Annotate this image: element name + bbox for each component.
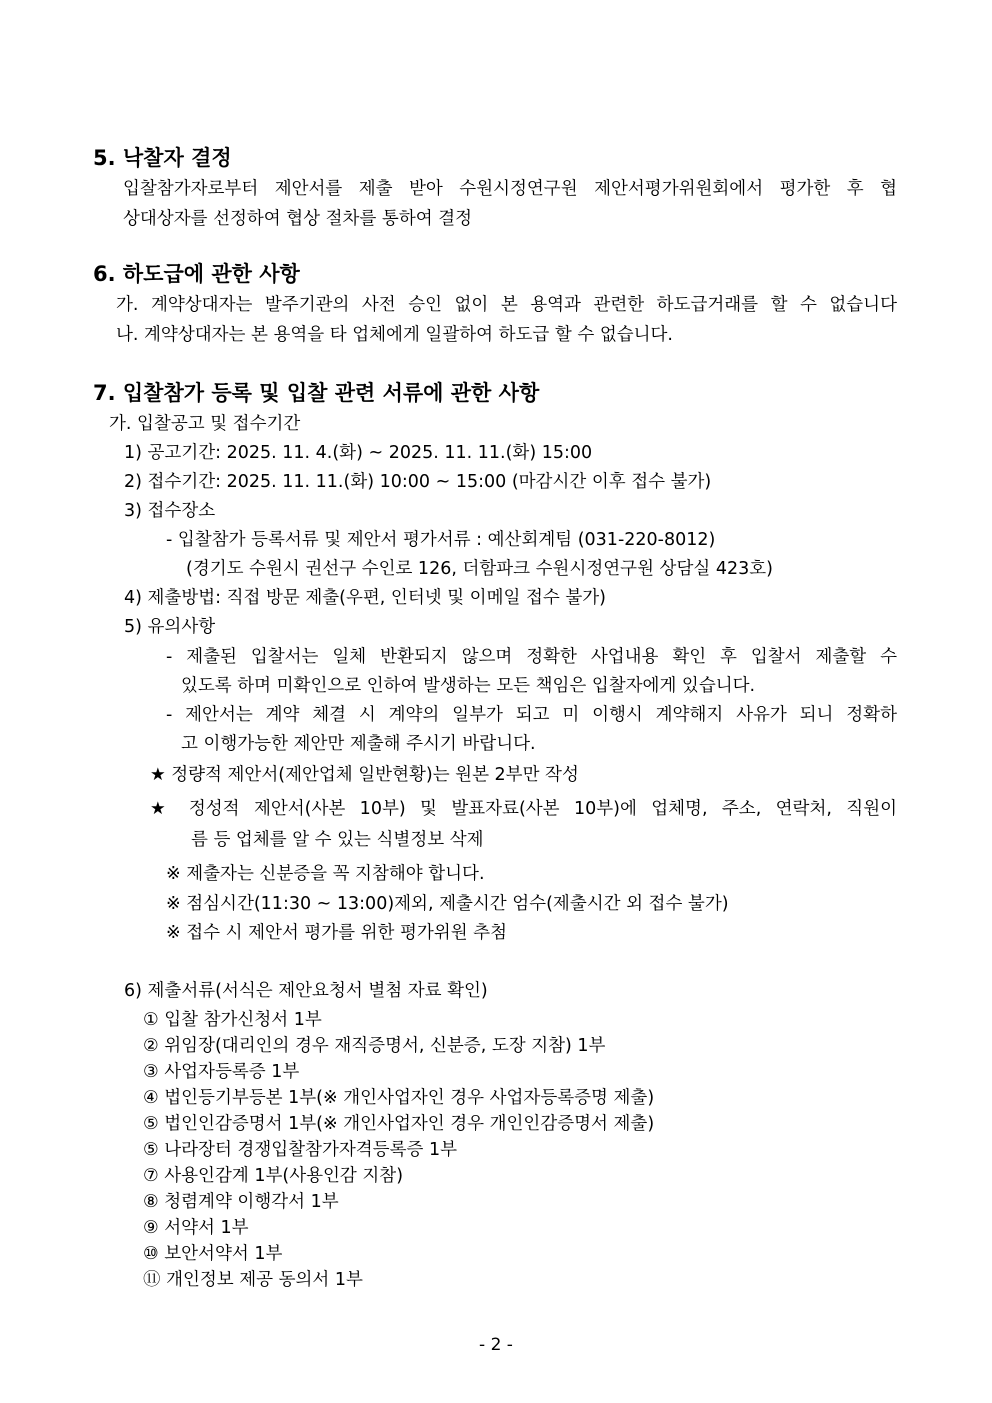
- star-note-1: ★ 정량적 제안서(제안업체 일반현황)는 원본 2부만 작성: [150, 765, 579, 785]
- remark-2: ※ 점심시간(11:30 ~ 13:00)제외, 제출시간 엄수(제출시간 외 접수 불가): [166, 894, 729, 914]
- remark-1: ※ 제출자는 신분증을 꼭 지참해야 합니다.: [166, 864, 485, 884]
- document-item: ⑤ 나라장터 경쟁입찰참가자격등록증 1부: [143, 1140, 457, 1160]
- document-item: ⑨ 서약서 1부: [143, 1218, 249, 1238]
- section-6-title: 6. 하도급에 관한 사항: [93, 262, 300, 286]
- note-1-line-1: - 제출된 입찰서는 일체 반환되지 않으며 정확한 사업내용 확인 후 입찰서 제출할 수: [166, 647, 897, 667]
- document-item: ③ 사업자등록증 1부: [143, 1062, 300, 1082]
- section-5-title: 5. 낙찰자 결정: [93, 146, 232, 170]
- section-6-item-a: 가. 계약상대자는 발주기관의 사전 승인 없이 본 용역과 관련한 하도급거래를 할 수 없습니다: [116, 295, 897, 315]
- page-number: - 2 -: [479, 1335, 513, 1355]
- star-note-2-line-1: ★ 정성적 제안서(사본 10부) 및 발표자료(사본 10부)에 업체명, 주소, 연락처, 직원이: [150, 799, 897, 819]
- section-7-item-a: 가. 입찰공고 및 접수기간: [109, 414, 301, 434]
- star-note-2-line-2: 름 등 업체를 알 수 있는 식별정보 삭제: [191, 830, 484, 850]
- document-item: ⑪ 개인정보 제공 동의서 1부: [143, 1270, 363, 1290]
- document-item: ⑩ 보안서약서 1부: [143, 1244, 283, 1264]
- document-item: ⑤ 법인인감증명서 1부(※ 개인사업자인 경우 개인인감증명서 제출): [143, 1114, 655, 1134]
- note-1-line-2: 있도록 하며 미확인으로 인하여 발생하는 모든 책임은 입찰자에게 있습니다.: [181, 676, 756, 696]
- notes-label: 5) 유의사항: [124, 617, 216, 637]
- submission-place-contact: - 입찰참가 등록서류 및 제안서 평가서류 : 예산회계팀 (031-220-8012): [166, 530, 716, 550]
- document-item: ⑧ 청렴계약 이행각서 1부: [143, 1192, 339, 1212]
- document-item: ④ 법인등기부등본 1부(※ 개인사업자인 경우 사업자등록증명 제출): [143, 1088, 655, 1108]
- remark-3: ※ 접수 시 제안서 평가를 위한 평가위원 추첨: [166, 923, 507, 943]
- document-item: ① 입찰 참가신청서 1부: [143, 1010, 322, 1030]
- note-2-line-1: - 제안서는 계약 체결 시 계약의 일부가 되고 미 이행시 계약해지 사유가 되니 정확하: [166, 705, 897, 725]
- section-6-item-b: 나. 계약상대자는 본 용역을 타 업체에게 일괄하여 하도급 할 수 없습니다.: [116, 325, 673, 345]
- submission-place-label: 3) 접수장소: [124, 501, 216, 521]
- document-item: ② 위임장(대리인의 경우 재직증명서, 신분증, 도장 지참) 1부: [143, 1036, 606, 1056]
- section-5-body-line-2: 상대상자를 선정하여 협상 절차를 통하여 결정: [123, 209, 473, 229]
- submission-period: 2) 접수기간: 2025. 11. 11.(화) 10:00 ~ 15:00 (마감시간 이후 접수 불가): [124, 472, 712, 492]
- document-item: ⑦ 사용인감계 1부(사용인감 지참): [143, 1166, 404, 1186]
- notice-period: 1) 공고기간: 2025. 11. 4.(화) ~ 2025. 11. 11.(화) 15:00: [124, 443, 593, 463]
- submission-place-address: (경기도 수원시 권선구 수인로 126, 더함파크 수원시정연구원 상담실 423호): [186, 559, 773, 579]
- note-2-line-2: 고 이행가능한 제안만 제출해 주시기 바랍니다.: [181, 734, 536, 754]
- section-7-title: 7. 입찰참가 등록 및 입찰 관련 서류에 관한 사항: [93, 381, 540, 405]
- submission-method: 4) 제출방법: 직접 방문 제출(우편, 인터넷 및 이메일 접수 불가): [124, 588, 606, 608]
- section-5-body-line-1: 입찰참가자로부터 제안서를 제출 받아 수원시정연구원 제안서평가위원회에서 평가한 후 협: [123, 179, 897, 199]
- required-documents-label: 6) 제출서류(서식은 제안요청서 별첨 자료 확인): [124, 981, 488, 1001]
